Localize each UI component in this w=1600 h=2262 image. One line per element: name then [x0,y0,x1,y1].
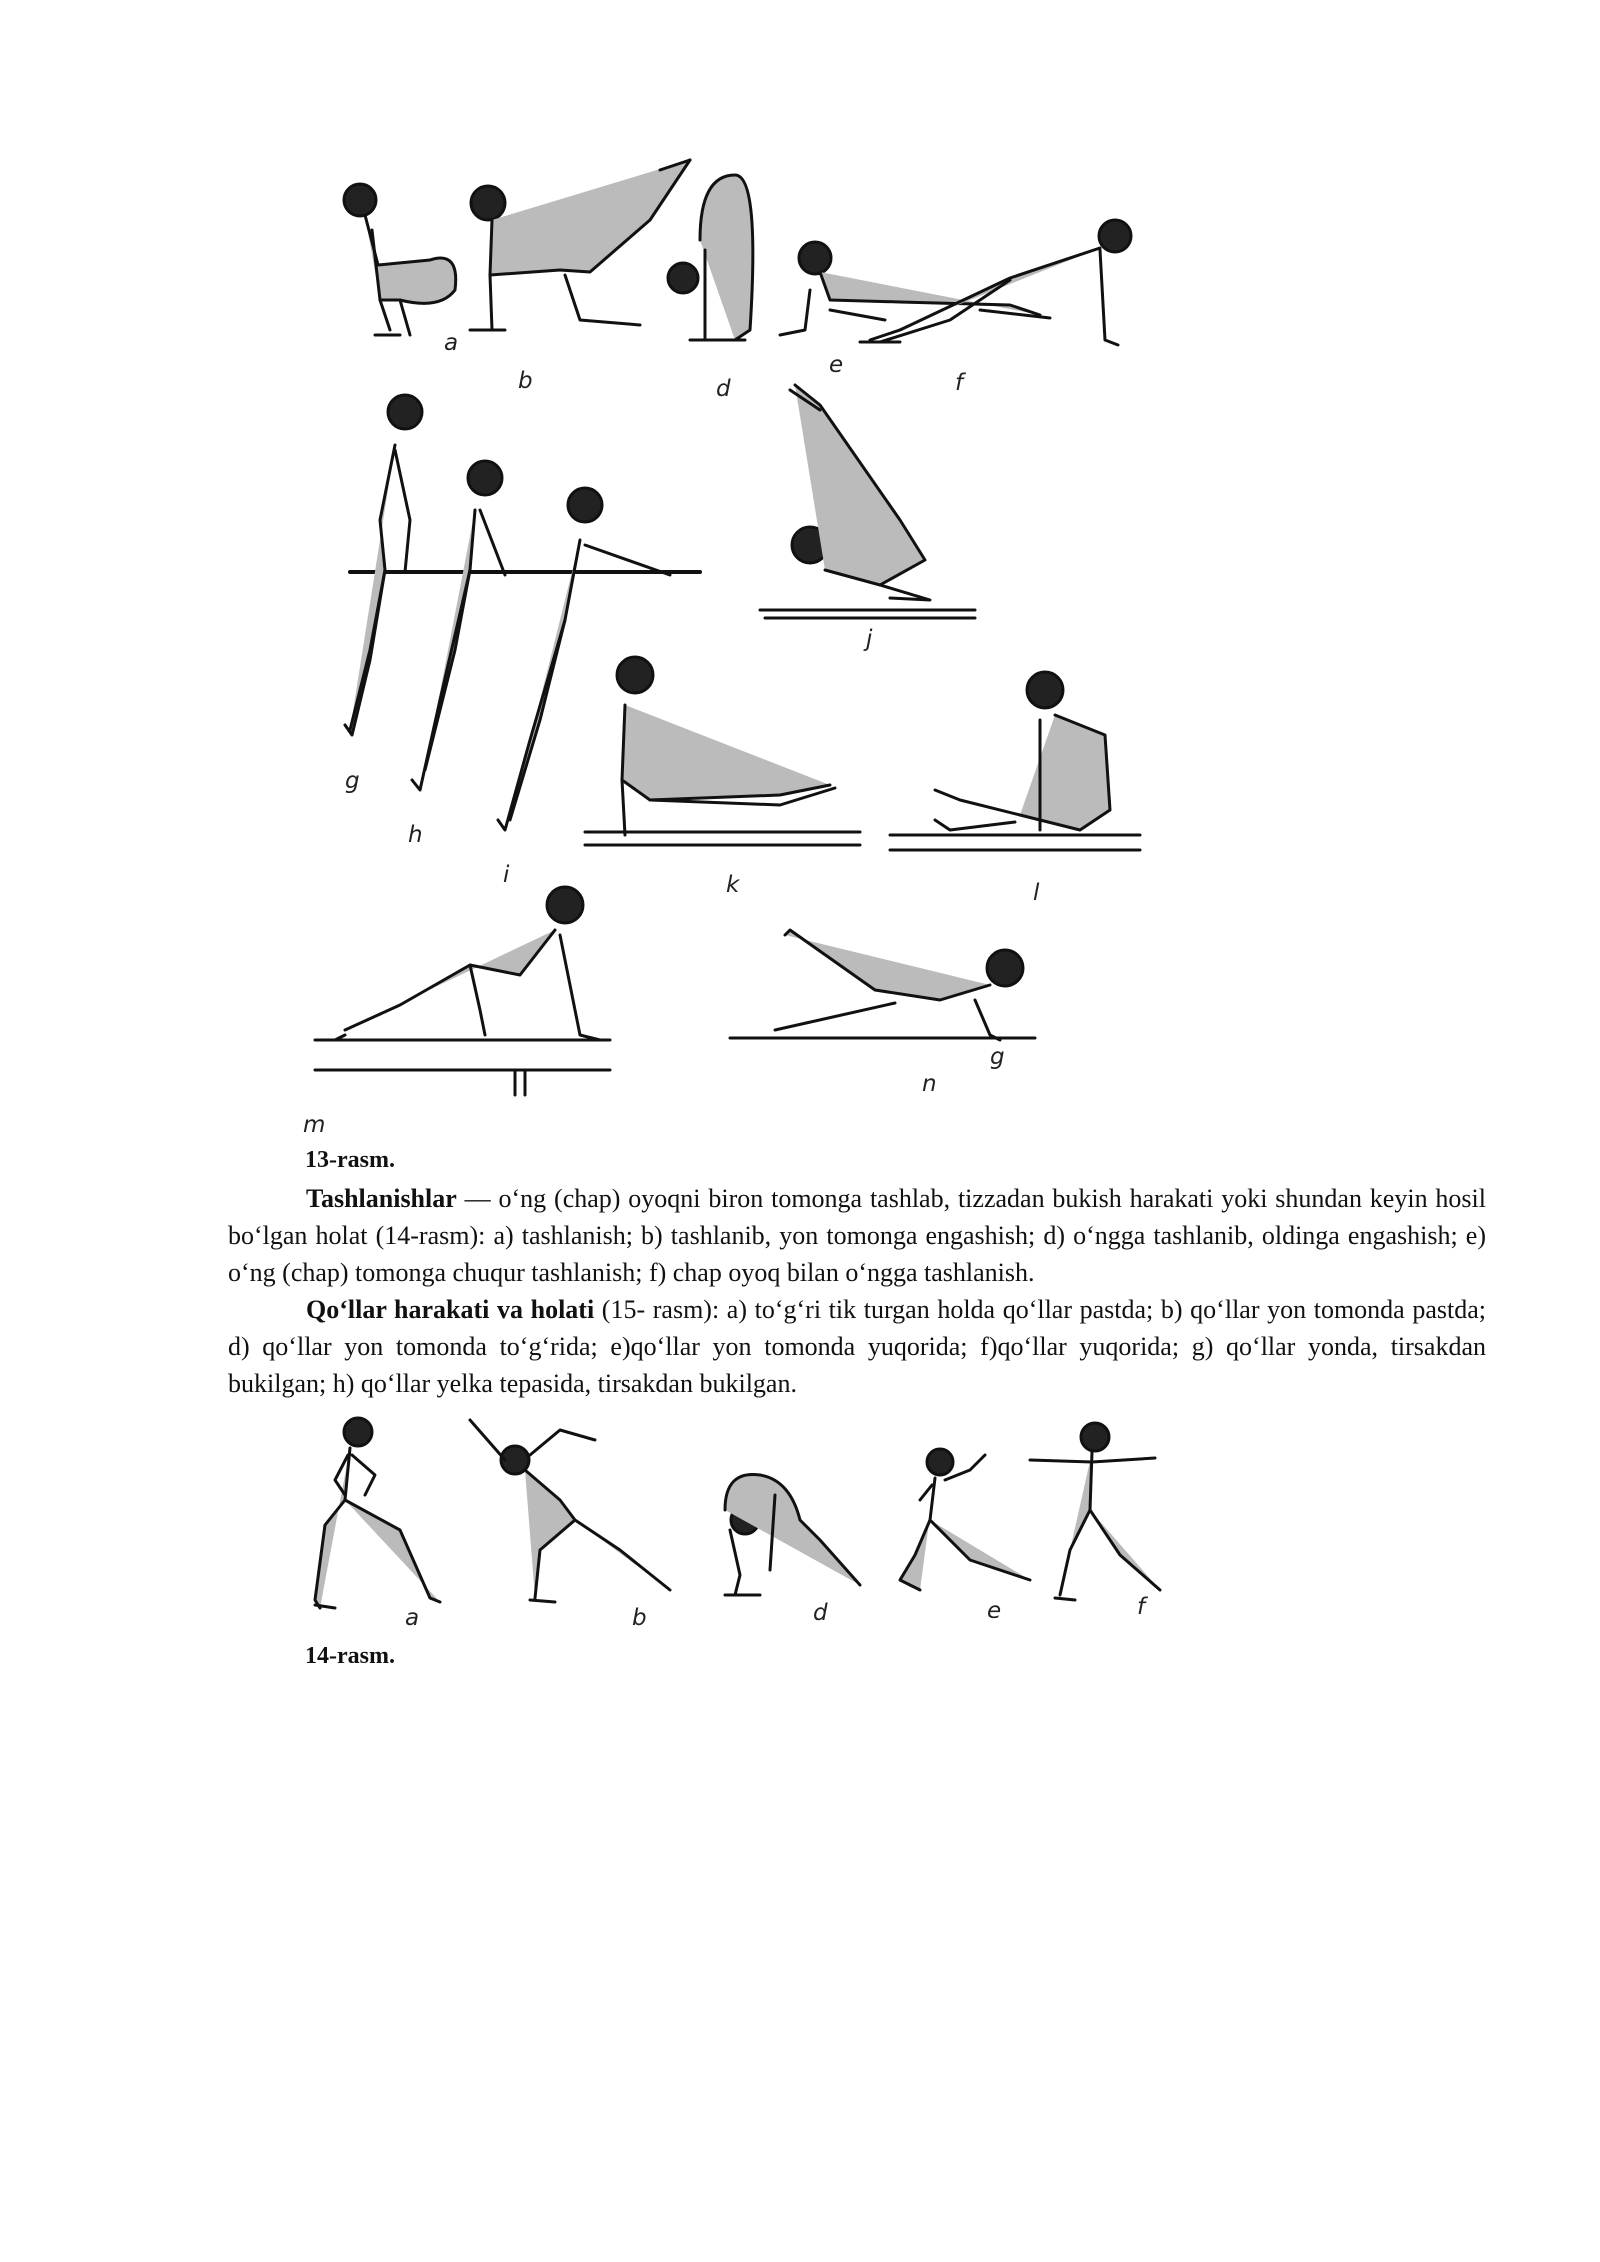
figure-13-label-j: j [866,626,873,652]
exercise-j-leg-raise-figure [760,385,975,618]
paragraph-lunges-term: Tashlanishlar [306,1184,457,1213]
exercise-e-prone-push-up-figure [780,242,1050,335]
exercise-a-crouch-figure [344,184,456,335]
paragraph-arm-movements [228,1291,1486,1402]
figure-13-label-f: f [955,370,964,396]
figure-13-label-i: i [503,862,510,888]
figure-13-caption: 13-rasm. [305,1147,395,1173]
figure-13-label-a: a [444,330,459,356]
lunge-f-figure [1030,1423,1160,1600]
lunge-b-figure [470,1420,670,1602]
paragraph-lunges-text: — o‘ng (chap) oyoqni biron tomonga tashlab, tizzadan bukish harakati yoki shundan keyin hosil bo‘lgan holat (14-rasm): a) tashlanish; b) tashlanib, yon tomonga engashish; d) o‘ngga tashlanib, oldinga engashish; e) o‘ng (chap) tomonga chuqur tashlanish; f) chap oyoq bilan o‘ngga tashlanish. [228,1184,1486,1287]
exercise-k-l-sit-figure [585,657,860,845]
figure-14-label-a: a [405,1605,420,1631]
figure-14-label-e: e [987,1598,1002,1624]
figure-13-label-e: e [829,352,844,378]
exercise-b-kneel-leg-raise-figure [470,160,690,330]
figure-14-caption: 14-rasm. [305,1643,395,1669]
figure-13-label-d: d [716,376,731,402]
lunge-a-figure [315,1418,440,1608]
figure-13-label-n: n [922,1071,937,1097]
figure-14-label-b: b [632,1605,647,1631]
paragraph-arm-movements-term: Qo‘llar harakati va holati [306,1295,595,1324]
exercise-d-forward-bend-figure [668,175,753,340]
paragraph-arm-movements-text: (15- rasm): a) to‘g‘ri tik turgan holda qo‘llar pastda; b) qo‘llar yon tomonda pastda; d) qo‘llar yon tomonda to‘g‘rida; e)qo‘llar yon tomonda yuqorida; f)qo‘llar yuqorida; g) qo‘llar yonda, tirsakdan bukilgan; h) qo‘llar yelka tepasida, tirsakdan bukilgan. [228,1295,1486,1398]
lunge-d-figure [725,1474,860,1595]
figure-13-label-m: m [303,1112,326,1138]
exercise-g-bar-hang-figure [345,395,422,735]
lunge-e-figure [900,1449,1030,1590]
exercise-l-seated-hold-figure [890,672,1140,850]
exercise-f-inclined-support-figure [860,220,1131,345]
exercise-n-side-leg-raise-figure [730,930,1035,1040]
figure-14-label-f: f [1137,1594,1146,1620]
paragraph-lunges [228,1180,1486,1291]
exercise-m-lunge-on-bar-figure [315,887,610,1095]
figure-13-label-b: b [518,368,533,394]
exercise-h-bar-lean-figure [412,461,505,790]
figure-14-illustration [0,1400,1600,1630]
figure-13-label-k: k [726,872,740,898]
figure-14-label-d: d [813,1600,828,1626]
figure-13-label-g: g [345,768,360,794]
figure-13-label-h: h [408,822,423,848]
figure-13-label-l: l [1033,880,1040,906]
figure-13-label-g-second: g [990,1044,1005,1070]
